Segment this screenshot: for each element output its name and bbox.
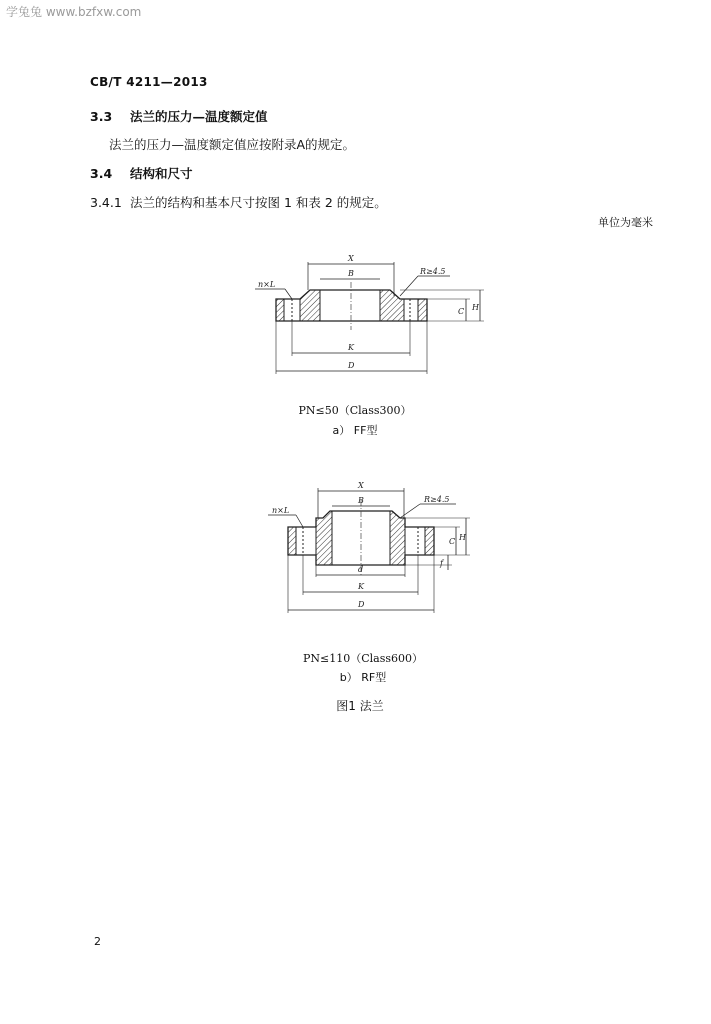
section-3-3-heading: [90, 107, 268, 125]
figure-caption: 图1 法兰: [336, 699, 384, 713]
dim-d-small-label: d: [358, 565, 364, 574]
dim-b-label: B: [358, 496, 364, 505]
dim-k-label: K: [358, 582, 364, 591]
watermark: 学兔兔 www.bzfxw.com: [6, 5, 142, 19]
dim-x-label: X: [348, 254, 354, 263]
section-title: 结构和尺寸: [130, 166, 193, 181]
dim-x-label: X: [358, 481, 364, 490]
dim-d-label: D: [358, 600, 365, 609]
figure-b-rf-flange-drawing: [260, 480, 500, 620]
figure-b-sublabel: b） RF型: [339, 671, 387, 684]
paragraph-3-3: 法兰的压力—温度额定值应按附录A的规定。: [109, 137, 356, 152]
figure-b-pressure-caption: PN≤110（Class600）: [302, 652, 424, 665]
dim-f-label: f: [440, 559, 443, 568]
standard-id: CB/T 4211—2013: [90, 75, 208, 89]
clause-number: 3.4.1: [90, 195, 122, 210]
dim-h-label: H: [459, 533, 466, 542]
page-number: 2: [94, 935, 101, 948]
dim-nxl-label: n×L: [272, 506, 290, 515]
dim-c-label: C: [458, 307, 465, 316]
dim-nxl-label: n×L: [258, 280, 276, 289]
dim-d-label: D: [348, 361, 355, 370]
figure-a-sublabel: a） FF型: [332, 424, 378, 437]
section-title: 法兰的压力—温度额定值: [130, 109, 268, 124]
dim-k-label: K: [348, 343, 354, 352]
clause-3-4-1: [90, 193, 387, 211]
unit-note: 单位为毫米: [598, 216, 653, 229]
figure-a-pressure-caption: PN≤50（Class300）: [298, 404, 412, 417]
dim-b-label: B: [348, 269, 354, 278]
section-number: 3.4: [90, 166, 113, 181]
dim-r-label: R≥4.5: [420, 267, 446, 276]
dim-h-label: H: [472, 303, 479, 312]
clause-text: 法兰的结构和基本尺寸按图 1 和表 2 的规定。: [130, 195, 387, 210]
section-3-4-heading: [90, 164, 193, 182]
dim-c-label: C: [449, 537, 456, 546]
figure-a-ff-flange-drawing: [250, 255, 500, 385]
dim-r-label: R≥4.5: [424, 495, 450, 504]
section-number: 3.3: [90, 109, 113, 124]
